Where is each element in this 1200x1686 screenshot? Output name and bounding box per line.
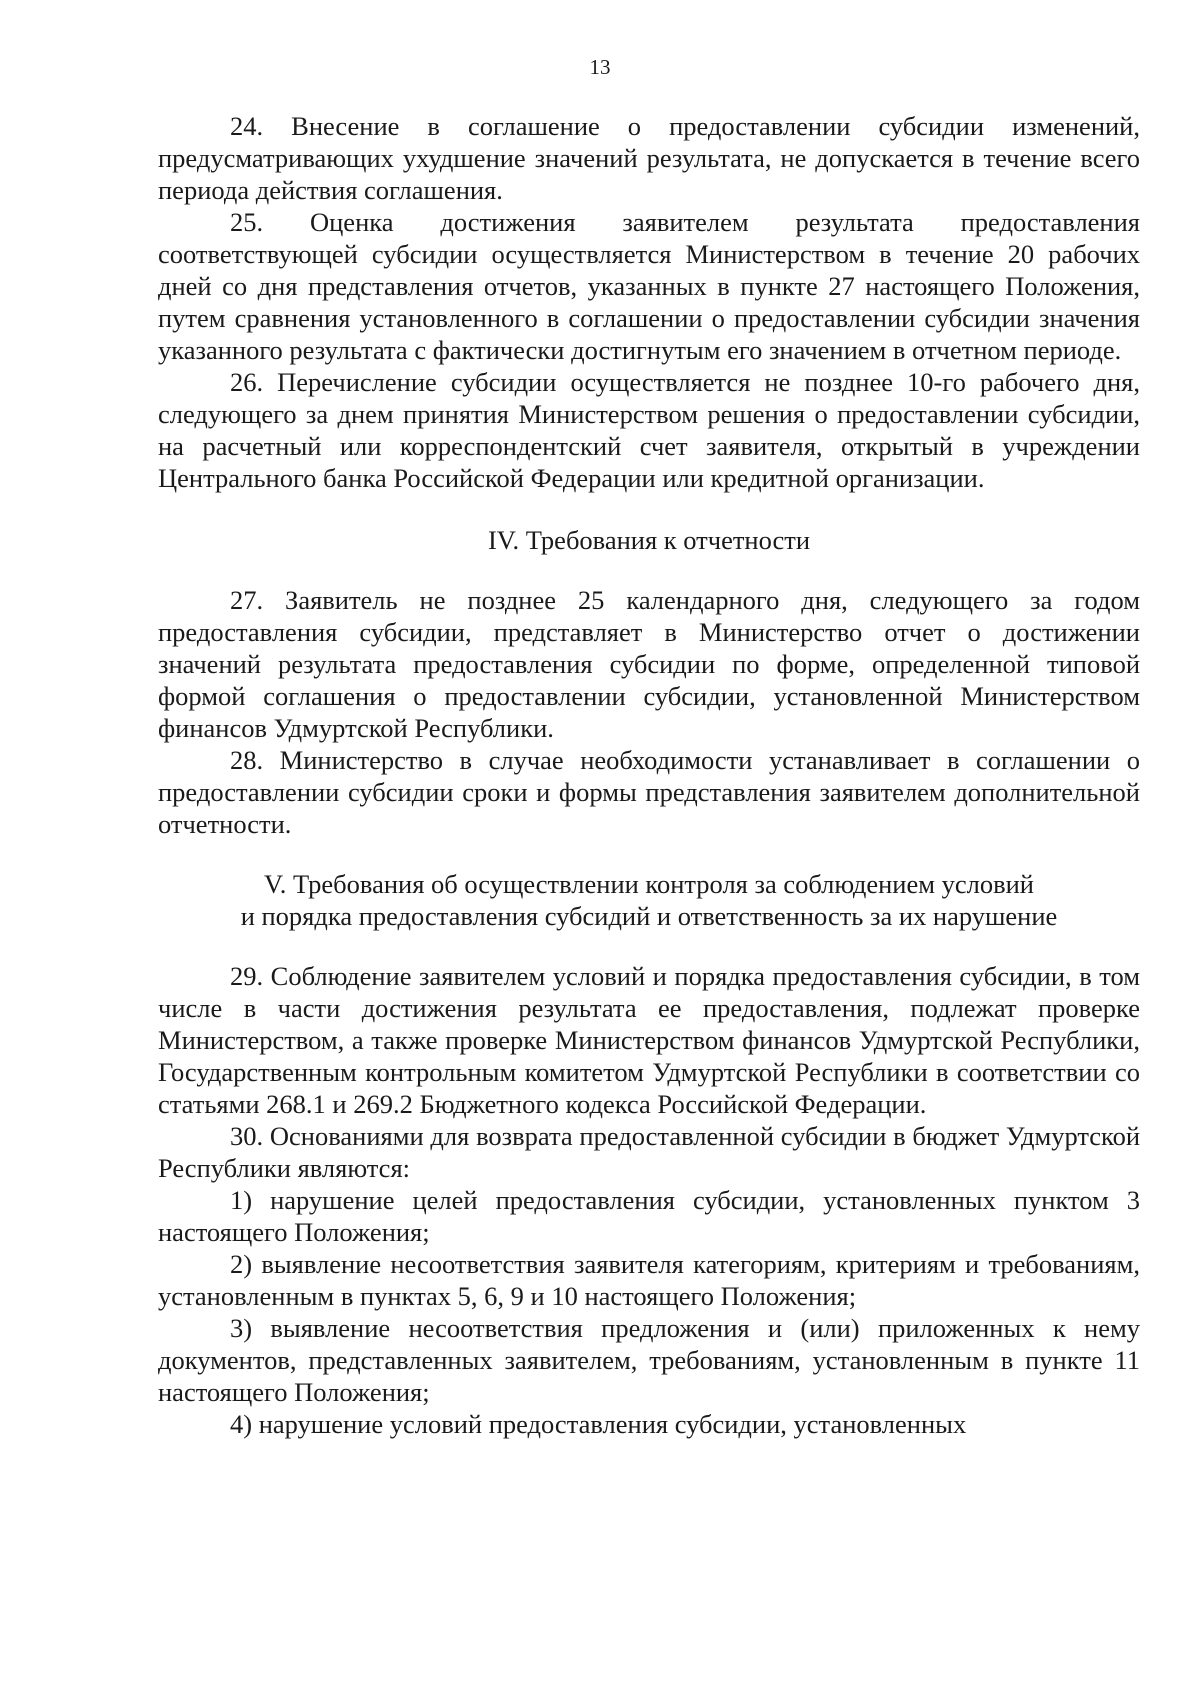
document-body bbox=[158, 110, 1140, 1440]
section-v-heading-line-2: и порядка предоставления субсидий и ответственность за их нарушение bbox=[240, 901, 1058, 931]
paragraph-30: 30. Основаниями для возврата предоставленной субсидии в бюджет Удмуртской Республики являются: bbox=[158, 1121, 1140, 1183]
list-item-1: 1) нарушение целей предоставления субсидии, установленных пунктом 3 настоящего Положения; bbox=[158, 1185, 1140, 1247]
section-v-heading bbox=[158, 868, 1140, 932]
list-item-2: 2) выявление несоответствия заявителя категориям, критериям и требованиям, установленным в пунктах 5, 6, 9 и 10 настоящего Положения; bbox=[158, 1249, 1140, 1311]
list-item-3: 3) выявление несоответствия предложения и (или) приложенных к нему документов, представленных заявителем, требованиям, установленным в пункте 11 настоящего Положения; bbox=[158, 1313, 1140, 1407]
paragraph-28: 28. Министерство в случае необходимости устанавливает в соглашении о предоставлении субсидии сроки и формы представления заявителем дополнительной отчетности. bbox=[158, 745, 1140, 839]
section-iv-heading: IV. Требования к отчетности bbox=[487, 525, 811, 555]
paragraph-29: 29. Соблюдение заявителем условий и порядка предоставления субсидии, в том числе в части достижения результата ее предоставления, подлежат проверке Министерством, а также проверке Министерством финансов Удмуртской Республики, Государственным контрольным комитетом Удмуртской Республики в соответствии со статьями 268.1 и 269.2 Бюджетного кодекса Российской Федерации. bbox=[158, 961, 1140, 1119]
paragraph-26: 26. Перечисление субсидии осуществляется не позднее 10-го рабочего дня, следующего за днем принятия Министерством решения о предоставлении субсидии, на расчетный или корреспондентский счет заявителя, открытый в учреждении Центрального банка Российской Федерации или кредитной организации. bbox=[158, 367, 1140, 493]
page-number: 13 bbox=[589, 55, 611, 79]
section-v-heading-line-1: V. Требования об осуществлении контроля за соблюдением условий bbox=[264, 869, 1034, 899]
paragraph-24: 24. Внесение в соглашение о предоставлении субсидии изменений, предусматривающих ухудшение значений результата, не допускается в течение всего периода действия соглашения. bbox=[158, 111, 1140, 205]
paragraph-27: 27. Заявитель не позднее 25 календарного дня, следующего за годом предоставления субсидии, представляет в Министерство отчет о достижении значений результата предоставления субсидии по форме, определенной типовой формой соглашения о предоставлении субсидии, установленной Министерством финансов Удмуртской Республики. bbox=[158, 585, 1140, 743]
paragraph-25: 25. Оценка достижения заявителем результата предоставления соответствующей субсидии осуществляется Министерством в течение 20 рабочих дней со дня представления отчетов, указанных в пункте 27 настоящего Положения, путем сравнения установленного в соглашении о предоставлении субсидии значения указанного результата с фактически достигнутым его значением в отчетном периоде. bbox=[158, 207, 1140, 365]
list-item-4: 4) нарушение условий предоставления субсидии, установленных bbox=[230, 1409, 967, 1439]
